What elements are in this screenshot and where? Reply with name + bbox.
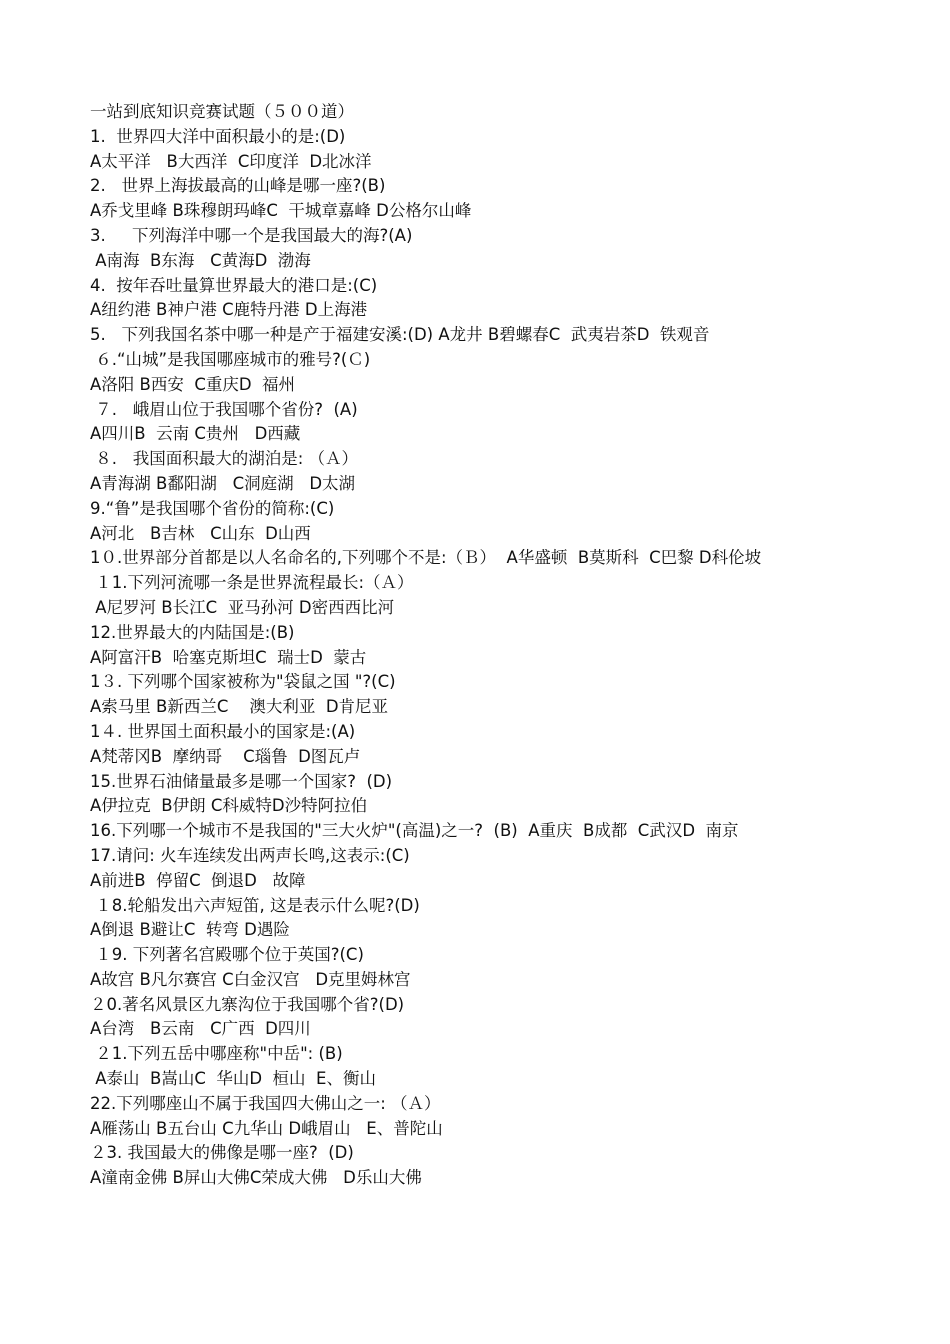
- question-21: ２1.下列五岳中哪座称"中岳": (B): [90, 1044, 343, 1064]
- options-9: A河北 B吉林 C山东 D山西: [90, 523, 311, 543]
- question-12: 12.世界最大的内陆国是:(B): [90, 622, 295, 642]
- question-7: ７. 峨眉山位于我国哪个省份? (A): [90, 399, 358, 419]
- options-11: A尼罗河 B长江C 亚马孙河 D密西西比河: [90, 597, 395, 617]
- question-2: 2. 世界上海拔最高的山峰是哪一座?(B): [90, 176, 386, 196]
- question-13: 1３. 下列哪个国家被称为"袋鼠之国 "?(C): [90, 672, 396, 692]
- question-6: ６.“山城”是我国哪座城市的雅号?(Ｃ): [90, 349, 371, 369]
- options-2: A乔戈里峰 B珠穆朗玛峰C 干城章嘉峰 D公格尔山峰: [90, 201, 472, 221]
- options-17: A前进B 停留C 倒退D 故障: [90, 870, 306, 890]
- options-22: A雁荡山 B五台山 C九华山 D峨眉山 E、普陀山: [90, 1118, 443, 1138]
- options-18: A倒退 B避让C 转弯 D遇险: [90, 920, 290, 940]
- question-11: １1.下列河流哪一条是世界流程最长:（Ａ）: [90, 573, 414, 593]
- options-4: A纽约港 B神户港 C鹿特丹港 D上海港: [90, 300, 368, 320]
- options-21: A泰山 B嵩山C 华山D 桓山 E、衡山: [90, 1069, 376, 1089]
- options-14: A梵蒂冈B 摩纳哥 C瑙鲁 D图瓦卢: [90, 746, 361, 766]
- options-7: A四川B 云南 C贵州 D西藏: [90, 424, 301, 444]
- options-6: A洛阳 B西安 C重庆D 福州: [90, 374, 296, 394]
- question-5: 5. 下列我国名茶中哪一种是产于福建安溪:(D) A龙井 B碧螺春C 武夷岩茶D 铁观音: [90, 325, 710, 345]
- options-13: A索马里 B新西兰C 澳大利亚 D肯尼亚: [90, 697, 389, 717]
- options-23: A潼南金佛 B屏山大佛C荣成大佛 D乐山大佛: [90, 1168, 422, 1188]
- question-16: 16.下列哪一个城市不是我国的"三大火炉"(高温)之一? (B) A重庆 B成都 C武汉D 南京: [90, 821, 739, 841]
- question-1: 1. 世界四大洋中面积最小的是:(D): [90, 126, 346, 146]
- options-3: A南海 B东海 C黄海D 渤海: [90, 250, 311, 270]
- question-22: 22.下列哪座山不属于我国四大佛山之一: （Ａ）: [90, 1093, 441, 1113]
- question-4: 4. 按年吞吐量算世界最大的港口是:(C): [90, 275, 378, 295]
- question-20: ２0.著名风景区九寨沟位于我国哪个省?(D): [90, 994, 405, 1014]
- document-body: [90, 100, 855, 1191]
- options-1: A太平洋 B大西洋 C印度洋 D北冰洋: [90, 151, 372, 171]
- options-12: A阿富汗B 哈塞克斯坦C 瑞士D 蒙古: [90, 647, 367, 667]
- question-15: 15.世界石油储量最多是哪一个国家? (D): [90, 771, 393, 791]
- question-17: 17.请问: 火车连续发出两声长鸣,这表示:(C): [90, 845, 410, 865]
- options-8: A青海湖 B鄱阳湖 C洞庭湖 D太湖: [90, 473, 356, 493]
- question-23: ２3. 我国最大的佛像是哪一座? (D): [90, 1143, 354, 1163]
- question-9: 9.“鲁”是我国哪个省份的简称:(C): [90, 498, 335, 518]
- options-19: A故宫 B凡尔赛宫 C白金汉宫 D克里姆林宫: [90, 969, 411, 989]
- question-8: ８. 我国面积最大的湖泊是: （Ａ）: [90, 449, 359, 469]
- options-15: A伊拉克 B伊朗 C科威特D沙特阿拉伯: [90, 796, 368, 816]
- question-18: １8.轮船发出六声短笛, 这是表示什么呢?(D): [90, 895, 420, 915]
- question-19: １9. 下列著名宫殿哪个位于英国?(C): [90, 945, 364, 965]
- options-20: A台湾 B云南 C广西 D四川: [90, 1019, 311, 1039]
- document-title: 一站到底知识竞赛试题（５００道）: [90, 102, 354, 121]
- question-10: 1０.世界部分首都是以人名命名的,下列哪个不是:（Ｂ） A华盛顿 B莫斯科 C巴黎 D科伦坡: [90, 548, 762, 568]
- question-3: 3. 下列海洋中哪一个是我国最大的海?(A): [90, 225, 413, 245]
- question-14: 1４. 世界国土面积最小的国家是:(A): [90, 721, 356, 741]
